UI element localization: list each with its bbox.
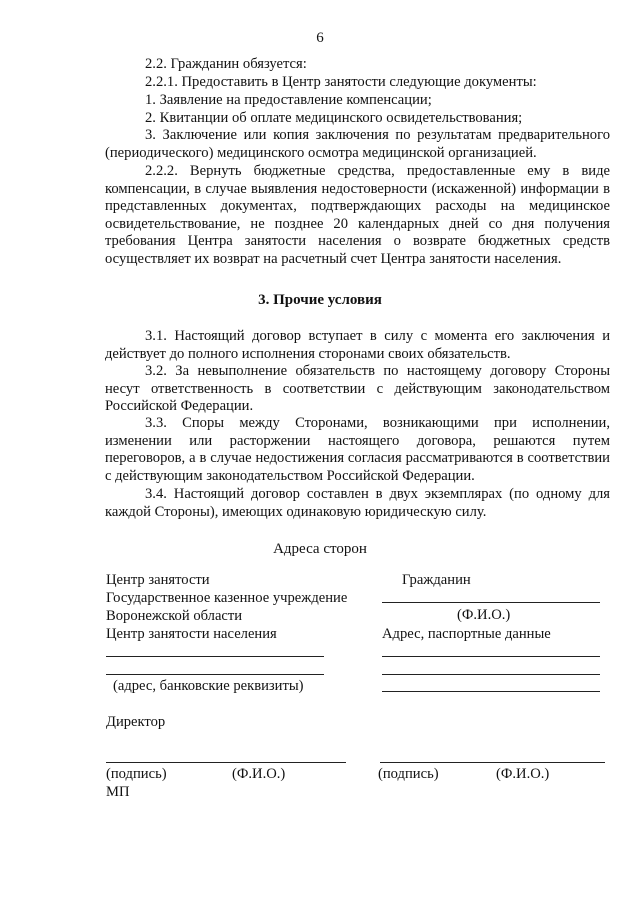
list-item-3: 3. Заключение или копия заключения по результатам предварительного (периодического) медицинского осмотра медицинской организацией. (105, 127, 610, 161)
left-party-line3: Воронежской области (106, 608, 243, 624)
director-label: Директор (106, 714, 166, 730)
citizen-address-line-1 (382, 656, 600, 657)
left-address-line-2 (106, 674, 324, 675)
addresses-title: Адреса сторон (273, 541, 367, 557)
director-signature-line (106, 762, 346, 763)
bank-details-caption: (адрес, банковские реквизиты) (113, 678, 304, 694)
clause-3-4: 3.4. Настоящий договор составлен в двух экземплярах (по одному для каждой Стороны), имеющих одинаковую юридическую силу. (105, 486, 610, 520)
citizen-signature-line (380, 762, 605, 763)
left-signature-caption: (подпись) (106, 766, 167, 782)
list-item-2: 2. Квитанции об оплате медицинского освидетельствования; (145, 110, 523, 126)
section-3-title: 3. Прочие условия (258, 292, 382, 308)
citizen-fio-caption: (Ф.И.О.) (457, 607, 511, 623)
clause-3-1: 3.1. Настоящий договор вступает в силу с момента его заключения и действует до полного исполнения сторонами своих обязательств. (105, 328, 610, 362)
right-fio-caption: (Ф.И.О.) (496, 766, 550, 782)
stamp-placeholder: МП (106, 784, 130, 800)
left-party-line4: Центр занятости населения (106, 626, 277, 642)
citizen-name-line (382, 602, 600, 603)
right-signature-caption: (подпись) (378, 766, 439, 782)
left-fio-caption: (Ф.И.О.) (232, 766, 286, 782)
clause-2-2-1: 2.2.1. Предоставить в Центр занятости следующие документы: (145, 74, 537, 90)
citizen-address-line-3 (382, 691, 600, 692)
list-item-1: 1. Заявление на предоставление компенсации; (145, 92, 432, 108)
clause-2-2-2: 2.2.2. Вернуть бюджетные средства, предоставленные ему в виде компенсации, в случае выявления недостоверности (искаженной) информации в представленных документах, подтверждающих расходы на медицинское освидетельствование, не позднее 20 календарных дней со дня получения требования Центра занятости населения о возврате бюджетных средств осуществляет их возврат на расчетный счет Центра занятости населения. (105, 163, 610, 267)
clause-3-3: 3.3. Споры между Сторонами, возникающими при исполнении, изменении или расторжении настоящего договора, решаются путем переговоров, а в случае недостижения согласия рассматриваются в соответствии с действующим законодательством Российской Федерации. (105, 415, 610, 484)
page-number: 6 (316, 30, 324, 46)
clause-3-2: 3.2. За невыполнение обязательств по настоящему договору Стороны несут ответственность в соответствии с действующим законодательством Российской Федерации. (105, 363, 610, 415)
left-address-line-1 (106, 656, 324, 657)
right-party-title: Гражданин (402, 572, 471, 588)
clause-2-2: 2.2. Гражданин обязуется: (145, 56, 307, 72)
citizen-address-label: Адрес, паспортные данные (382, 626, 551, 642)
left-party-line2: Государственное казенное учреждение (106, 590, 348, 606)
citizen-address-line-2 (382, 674, 600, 675)
left-party-line1: Центр занятости (106, 572, 210, 588)
